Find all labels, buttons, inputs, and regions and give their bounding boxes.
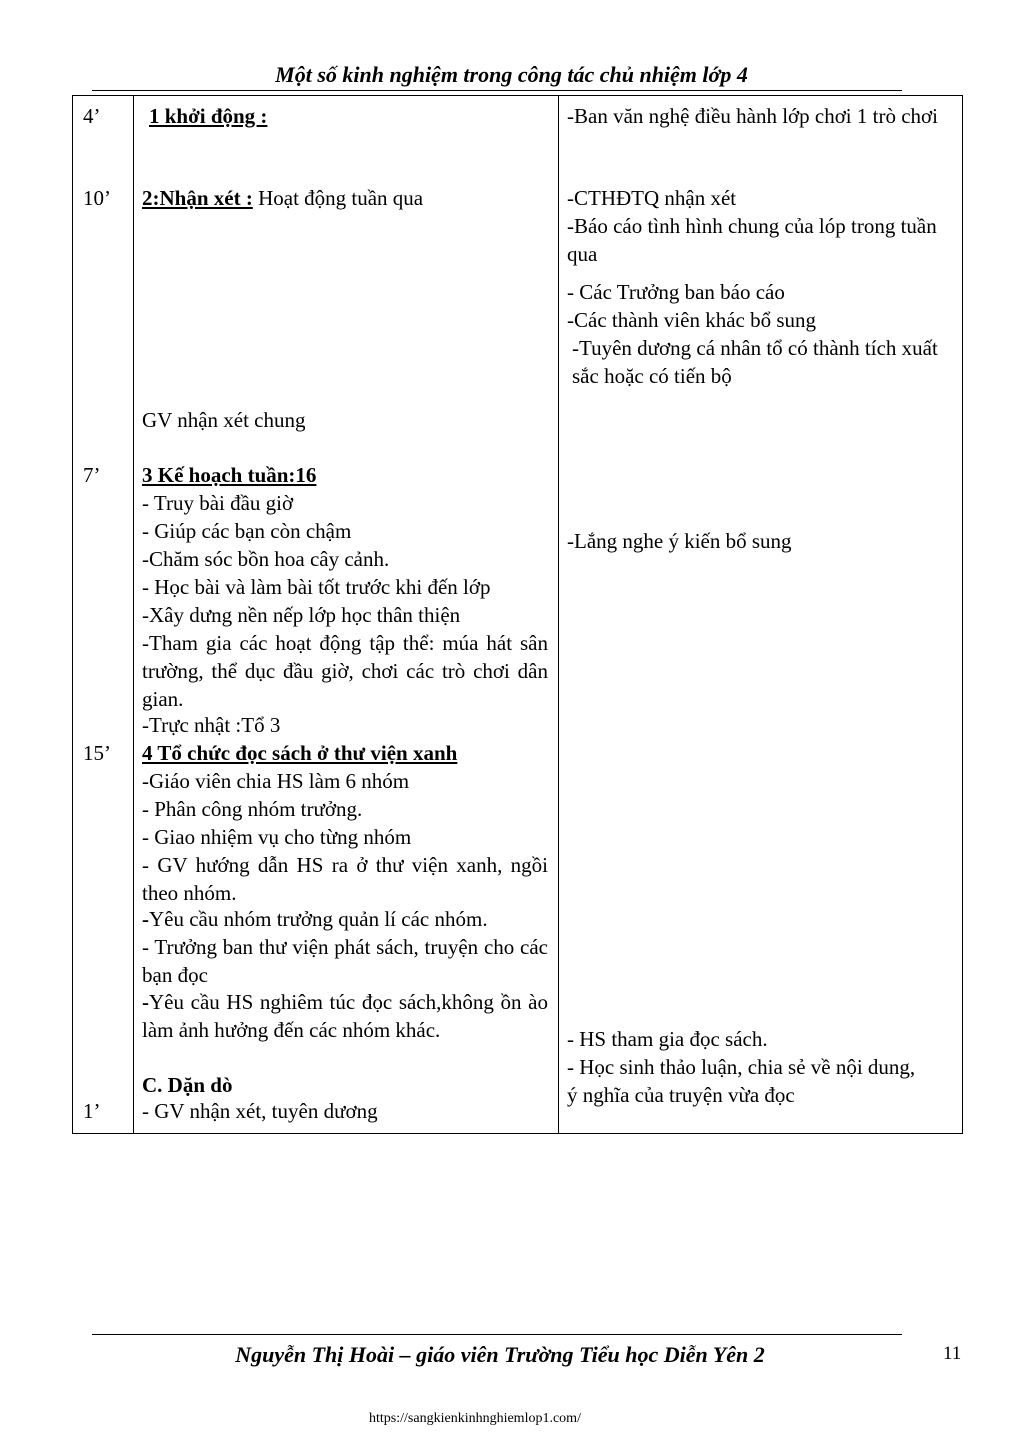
footer-divider	[92, 1334, 902, 1335]
student-activity: -Lắng nghe ý kiến bổ sung	[567, 529, 792, 553]
huong-dan-text: - GV hướng dẫn HS ra ở thư viện xanh, ngồi theo nhóm.	[142, 853, 548, 905]
ke-hoach-item: -Xây dưng nền nếp lớp học thân thiện	[142, 603, 461, 627]
nhan-xet-text: Hoạt động tuần qua	[252, 186, 424, 210]
tham-gia-text: -Tham gia các hoạt động tập thể: múa hát sân trường, thể dục đầu giờ, chơi các trò chơi dân gian.	[142, 631, 548, 711]
student-activity: -Tuyên dương cá nhân tổ có thành tích xuất sắc hoặc có tiến bộ	[572, 336, 938, 388]
ke-hoach-item: -Chăm sóc bồn hoa cây cảnh.	[142, 547, 390, 571]
source-url: https://sangkienkinhnghiemlop1.com/	[369, 1411, 581, 1426]
yeu-cau-hs	[142, 988, 548, 1044]
ke-hoach-item: - Truy bài đầu giờ	[142, 491, 294, 515]
column-divider	[133, 96, 134, 1133]
section-heading-nhan-xet: 2:Nhận xét :	[142, 186, 253, 210]
time-cell: 15’	[83, 741, 111, 765]
section-heading-khoi-dong: 1 khởi động :	[149, 104, 268, 128]
header-title: Một số kinh nghiệm trong công tác chủ nhiệm lớp 4	[275, 62, 748, 87]
bold-dash: -	[142, 990, 149, 1014]
ke-hoach-item: - Học bài và làm bài tốt trước khi đến lớp	[142, 575, 491, 599]
time-cell: 7’	[83, 463, 101, 487]
lesson-table	[72, 95, 963, 1134]
time-cell: 4’	[83, 104, 101, 128]
footer-author: Nguyễn Thị Hoài – giáo viên Trường Tiểu học Diễn Yên 2	[235, 1342, 765, 1367]
truong-ban-text: - Trưởng ban thư viện phát sách, truyện cho các bạn đọc	[142, 935, 548, 987]
yeu-cau-text: Yêu cầu HS nghiêm túc đọc sách,không ồn ào làm ảnh hưởng đến các nhóm khác.	[142, 990, 548, 1042]
student-activity: -Ban văn nghệ điều hành lớp chơi 1 trò chơi	[567, 104, 938, 128]
dan-do-item: - GV nhận xét, tuyên dương	[142, 1099, 378, 1123]
student-activity: - HS tham gia đọc sách.	[567, 1027, 768, 1051]
section-heading-dan-do: C. Dặn dò	[142, 1073, 233, 1097]
section-heading-ke-hoach: 3 Kế hoạch tuần:16	[142, 463, 317, 487]
yeu-cau-text: Yêu cầu nhóm trưởng quản lí các nhóm.	[149, 907, 488, 931]
doc-sach-item: -Giáo viên chia HS làm 6 nhóm	[142, 769, 410, 793]
student-activity: -Báo cáo tình hình chung của lóp trong tuần qua	[567, 214, 937, 266]
column-divider	[558, 96, 559, 1133]
page-number: 11	[943, 1343, 962, 1364]
time-cell: 1’	[83, 1099, 101, 1123]
time-cell: 10’	[83, 186, 111, 210]
doc-sach-item: - Giao nhiệm vụ cho từng nhóm	[142, 825, 412, 849]
yeu-cau-nhom-truong	[142, 905, 488, 933]
truc-nhat-text: -Trực nhật :Tổ 3	[142, 713, 281, 737]
header-divider	[92, 90, 902, 91]
student-activity: - Học sinh thảo luận, chia sẻ về nội dung, ý nghĩa của truyện vừa đọc	[567, 1055, 916, 1107]
section-heading-doc-sach: 4 Tổ chức đọc sách ở thư viện xanh	[142, 741, 458, 765]
gv-nhan-xet-text: GV nhận xét chung	[142, 408, 306, 432]
bold-dash: -	[142, 907, 149, 931]
student-activity: - Các Trưởng ban báo cáo	[567, 280, 785, 304]
student-activity: -CTHĐTQ nhận xét	[567, 186, 737, 210]
student-activity: -Các thành viên khác bổ sung	[567, 308, 817, 332]
section-nhan-xet	[142, 184, 423, 212]
ke-hoach-item: - Giúp các bạn còn chậm	[142, 519, 352, 543]
doc-sach-item: - Phân công nhóm trưởng.	[142, 797, 363, 821]
